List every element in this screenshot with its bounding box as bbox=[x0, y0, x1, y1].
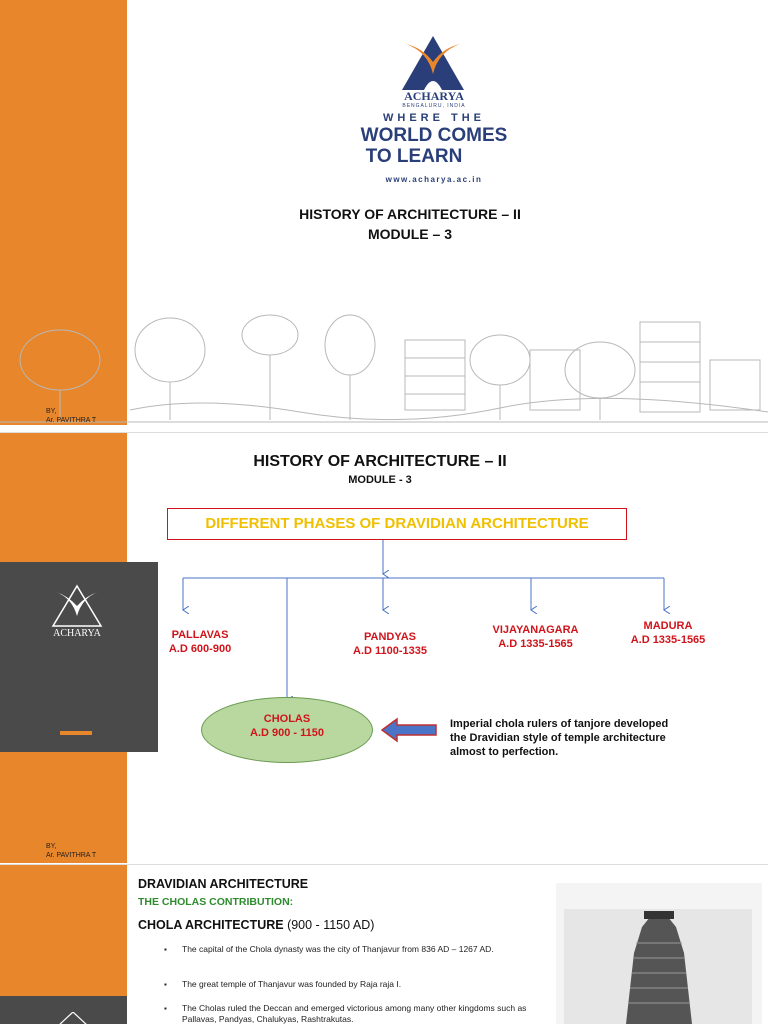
slide3-title-bold: CHOLA ARCHITECTURE bbox=[138, 918, 284, 932]
orange-sidebar-3 bbox=[0, 865, 127, 1000]
phase-madura-name: MADURA bbox=[643, 620, 693, 632]
tagline-line3: TO LEARN bbox=[365, 146, 463, 167]
slide2-author: Ar. PAVITHRA T bbox=[46, 852, 97, 859]
acharya-logo-partial-icon bbox=[58, 1012, 88, 1024]
cholas-ellipse bbox=[201, 697, 373, 763]
phase-pallavas-period: A.D 600-900 bbox=[168, 643, 232, 655]
phase-vijayanagara-name: VIJAYANAGARA bbox=[492, 624, 579, 636]
slide3-heading: DRAVIDIAN ARCHITECTURE bbox=[138, 877, 309, 891]
phase-cholas-period: A.D 900 - 1150 bbox=[250, 727, 324, 739]
slide3-subheading: THE CHOLAS CONTRIBUTION: bbox=[138, 896, 294, 908]
tagline-line2: WORLD COMES bbox=[360, 125, 508, 146]
slide2-by-label: BY, bbox=[46, 843, 57, 850]
slide1-author: Ar. PAVITHRA T bbox=[46, 417, 97, 424]
phase-pallavas-name: PALLAVAS bbox=[171, 629, 229, 641]
slide1-module: MODULE – 3 bbox=[367, 226, 452, 242]
dark-panel-accent-bar bbox=[60, 731, 92, 735]
dark-panel-brand: ACHARYA bbox=[53, 628, 101, 639]
phase-pandyas-name: PANDYAS bbox=[364, 631, 416, 643]
bullet-item: ▪ The Cholas ruled the Deccan and emerged victorious among many other kingdoms such as Pallavas, Pandyas, Chalukyas, Rashtrakutas. bbox=[182, 1003, 552, 1025]
phases-heading-box bbox=[167, 508, 627, 540]
bullet-item: ▪ The capital of the Chola dynasty was the city of Thanjavur from 836 AD – 1267 AD. bbox=[182, 944, 552, 955]
logo-brand: ACHARYA bbox=[404, 89, 464, 103]
phase-madura bbox=[618, 619, 718, 647]
left-arrow-icon bbox=[381, 717, 437, 743]
slide3-title bbox=[138, 918, 374, 932]
phase-pallavas bbox=[150, 628, 250, 656]
tagline-line1: WHERE THE bbox=[383, 112, 485, 124]
slide3-title-period: (900 - 1150 AD) bbox=[283, 918, 375, 932]
temple-gopuram-image bbox=[556, 883, 762, 1024]
logo-subtitle: BENGALURU, INDIA bbox=[402, 103, 466, 109]
slide2-title: HISTORY OF ARCHITECTURE – II bbox=[253, 453, 507, 470]
phases-heading: DIFFERENT PHASES OF DRAVIDIAN ARCHITECTURE bbox=[205, 515, 589, 532]
slide1-by-label: BY, bbox=[46, 408, 57, 415]
website-link[interactable]: www.acharya.ac.in bbox=[385, 175, 483, 184]
phase-pandyas bbox=[335, 630, 445, 658]
phase-madura-period: A.D 1335-1565 bbox=[630, 634, 706, 646]
temple-photo bbox=[556, 883, 762, 1024]
phase-vijayanagara-period: A.D 1335-1565 bbox=[498, 638, 573, 650]
cholas-note: Imperial chola rulers of tanjore developed the Dravidian style of temple architecture almost to perfection. bbox=[450, 718, 669, 758]
slide1-title: HISTORY OF ARCHITECTURE – II bbox=[299, 206, 521, 222]
phase-vijayanagara bbox=[478, 623, 593, 651]
acharya-logo bbox=[398, 34, 468, 92]
campus-sketch-illustration bbox=[0, 300, 768, 432]
phase-pandyas-period: A.D 1100-1335 bbox=[353, 645, 427, 657]
bullet-item: ▪ The great temple of Thanjavur was founded by Raja raja I. bbox=[182, 979, 552, 990]
phase-cholas-name: CHOLAS bbox=[263, 713, 311, 725]
slide2-module: MODULE - 3 bbox=[348, 474, 412, 486]
